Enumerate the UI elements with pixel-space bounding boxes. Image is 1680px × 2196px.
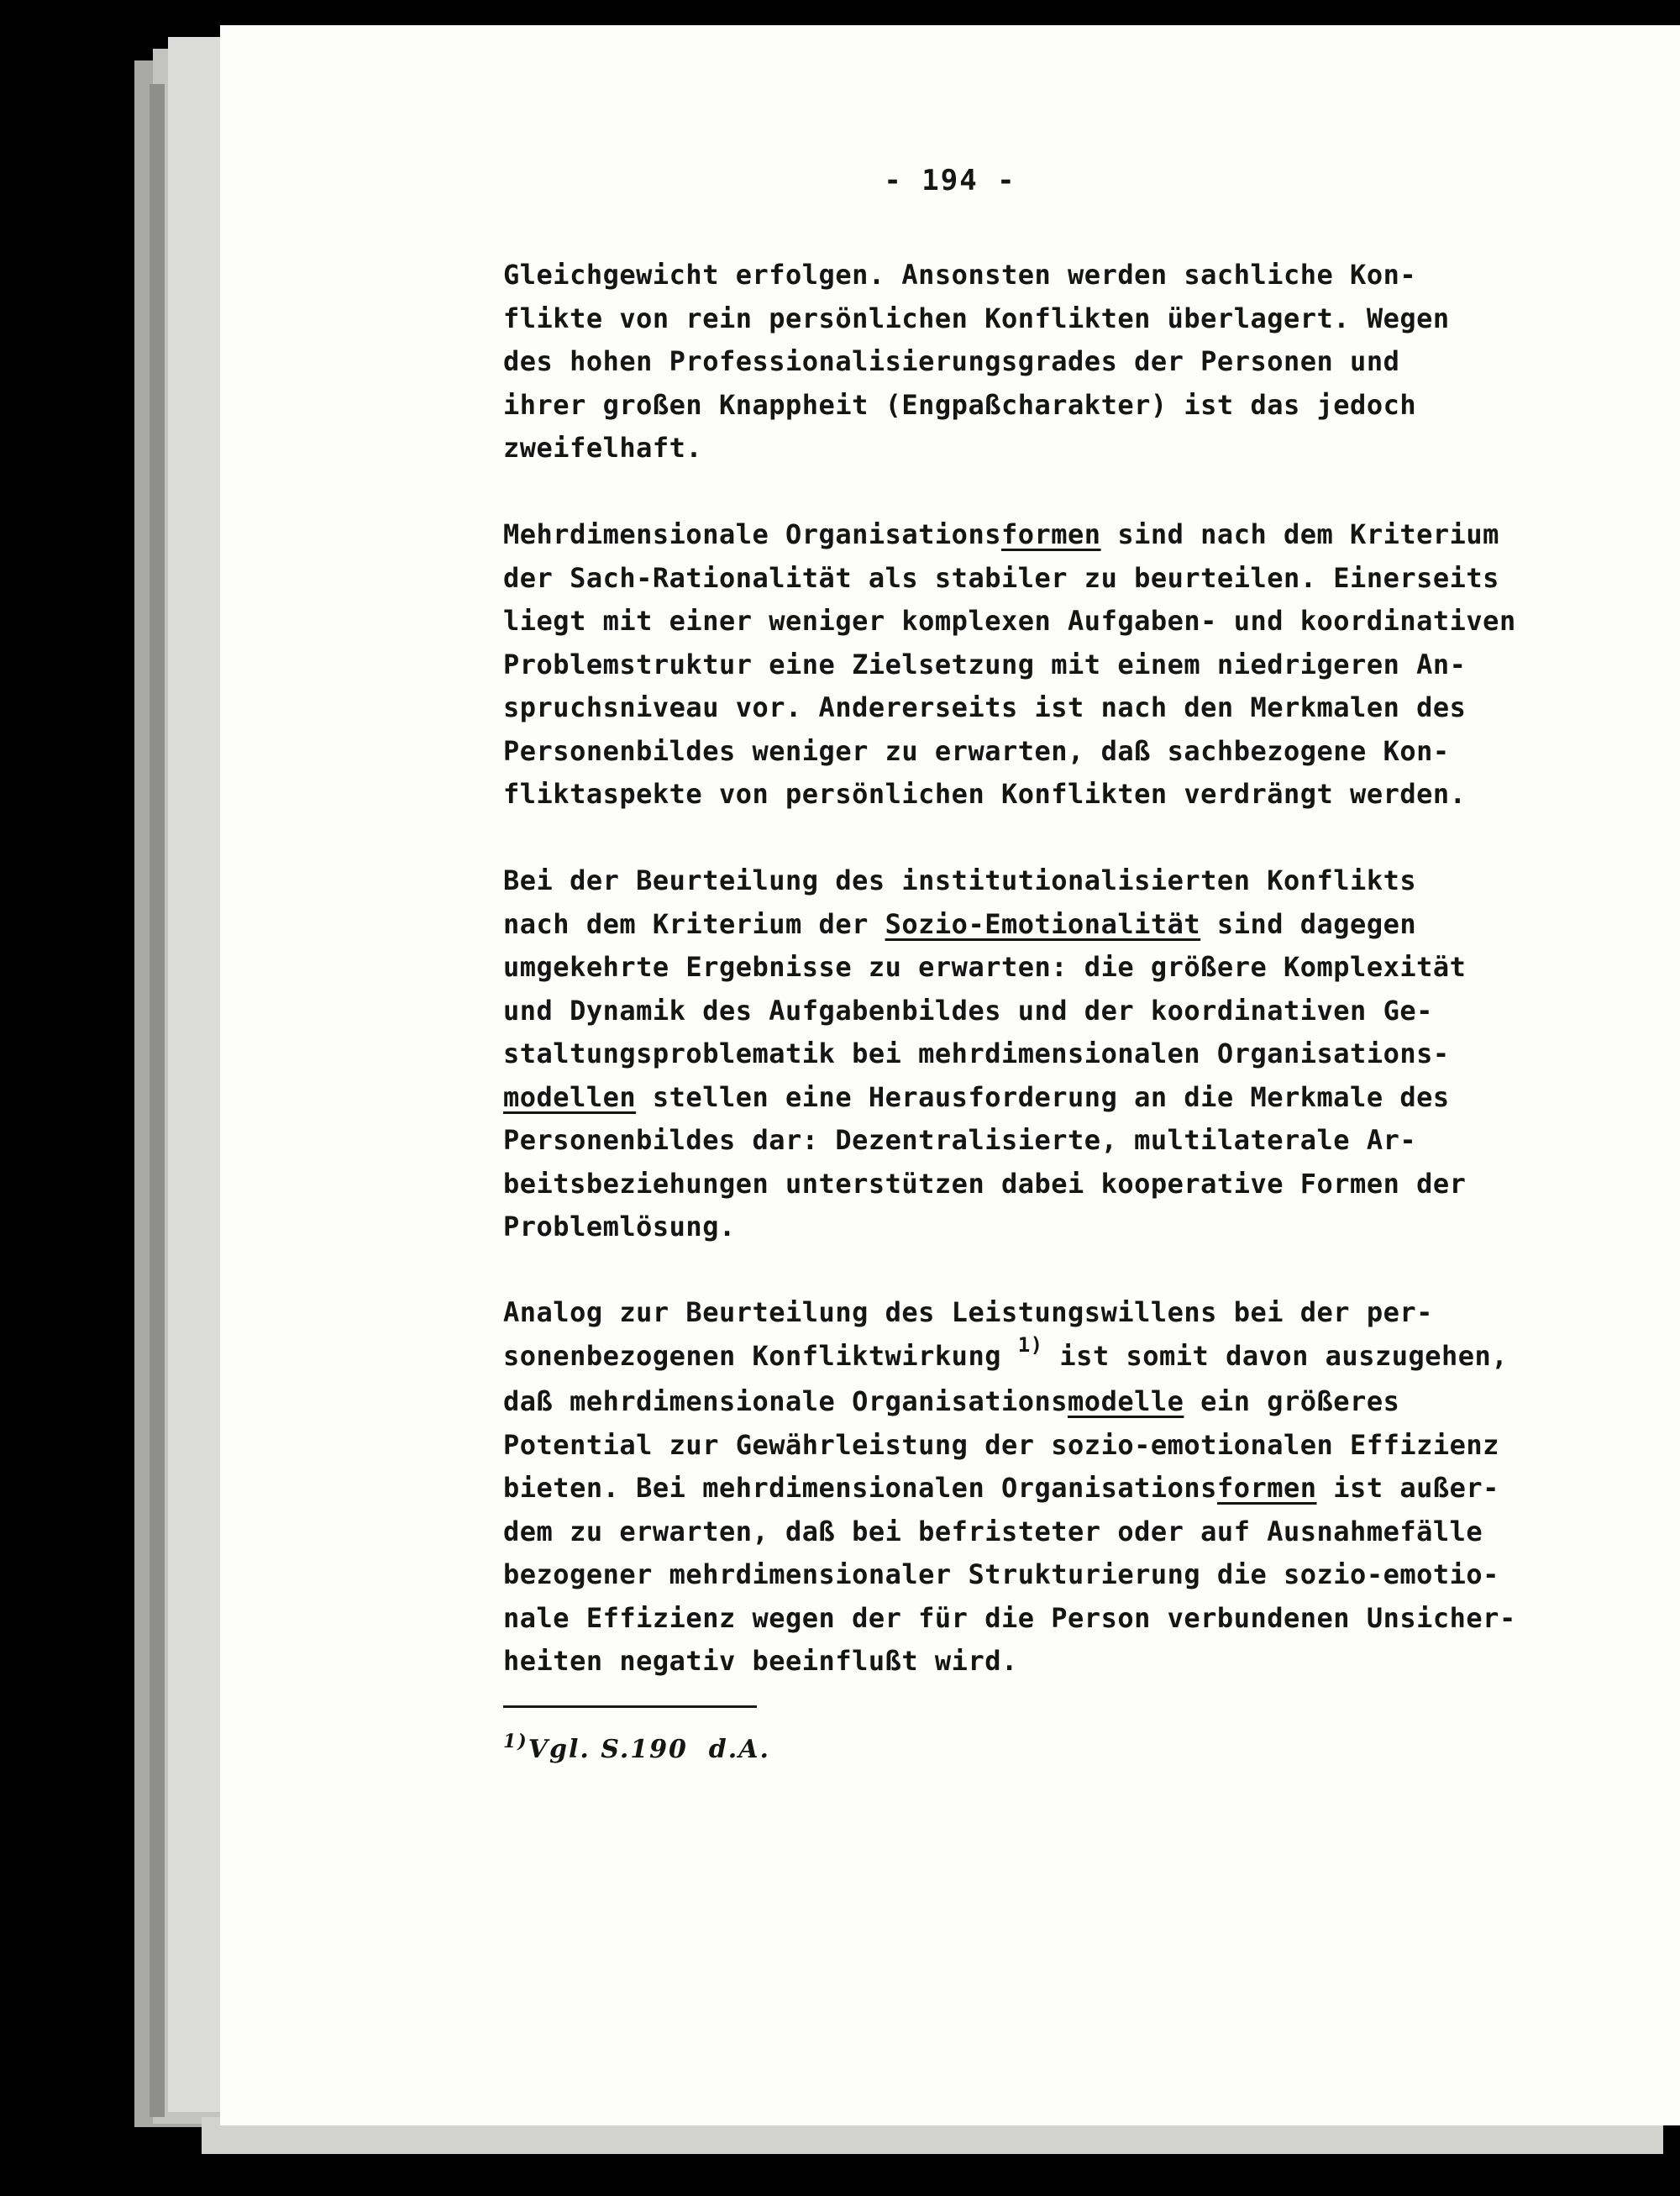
- text-line: ihrer großen Knappheit (Engpaßcharakter) ist das jedoch: [503, 388, 1417, 421]
- text-run: daß mehrdimensionale Organisations: [503, 1385, 1068, 1417]
- underlined-word: formen: [1000, 518, 1101, 550]
- text-line: [503, 903, 1595, 947]
- footnote-reference[interactable]: 1): [1017, 1332, 1043, 1357]
- text-line: dem zu erwarten, daß bei befristeter oder auf Ausnahmefälle: [503, 1515, 1483, 1547]
- text-line: Bei der Beurteilung des institutionalisierten Konflikts: [503, 864, 1417, 896]
- text-line: [503, 1380, 1595, 1424]
- paragraph-2: [503, 513, 1595, 817]
- underlined-word: formen: [1216, 1472, 1317, 1504]
- footnote-text: Vgl. S.190 d.A.: [528, 1735, 770, 1764]
- text-run: nach dem Kriterium der: [503, 907, 885, 940]
- text-run: stellen eine Herausforderung an die Merkmale des: [636, 1080, 1450, 1113]
- text-line: Problemlösung.: [503, 1211, 736, 1242]
- text-line: Personenbildes dar: Dezentralisierte, multilaterale Ar-: [503, 1124, 1417, 1156]
- page-stack-edge: [150, 84, 165, 2117]
- text-line: nale Effizienz wegen der für die Person verbundenen Unsicher-: [503, 1601, 1516, 1634]
- underlined-word: modelle: [1068, 1385, 1184, 1417]
- text-line: [503, 1076, 1595, 1120]
- paragraph-3: [503, 859, 1595, 1249]
- text-line: des hohen Professionalisierungsgrades der Personen und: [503, 345, 1400, 377]
- text-line: Analog zur Beurteilung des Leistungswillens bei der per-: [503, 1296, 1433, 1328]
- text-line: [503, 1467, 1595, 1510]
- page-number: - 194 -: [884, 164, 1016, 197]
- text-run: ein größeres: [1184, 1385, 1400, 1417]
- text-line: [503, 1332, 1595, 1381]
- text-line: beitsbeziehungen unterstützen dabei kooperative Formen der: [503, 1167, 1467, 1200]
- text-run: sind nach dem Kriterium: [1100, 518, 1499, 550]
- text-line: staltungsproblematik bei mehrdimensionalen Organisations-: [503, 1038, 1450, 1069]
- text-run: ist außer-: [1316, 1472, 1499, 1504]
- text-line: liegt mit einer weniger komplexen Aufgaben- und koordinativen: [503, 605, 1516, 637]
- underlined-word: modellen: [503, 1080, 637, 1113]
- text-line: spruchsniveau vor. Andererseits ist nach den Merkmalen des: [503, 691, 1467, 723]
- text-line: umgekehrte Ergebnisse zu erwarten: die größere Komplexität: [503, 951, 1467, 983]
- text-line: und Dynamik des Aufgabenbildes und der koordinativen Ge-: [503, 994, 1433, 1027]
- text-run: ist somit davon auszugehen,: [1042, 1339, 1509, 1372]
- text-line: fliktaspekte von persönlichen Konflikten verdrängt werden.: [503, 778, 1467, 810]
- footnote-separator: [503, 1705, 757, 1708]
- text-line: heiten negativ beeinflußt wird.: [503, 1645, 1018, 1677]
- document-page: [220, 25, 1680, 2125]
- text-run: sonenbezogenen Konfliktwirkung: [503, 1339, 1001, 1372]
- text-run: bieten. Bei mehrdimensionalen Organisations: [503, 1472, 1217, 1504]
- text-line: [503, 513, 1595, 557]
- text-line: zweifelhaft.: [503, 432, 703, 464]
- paragraph-1: [503, 254, 1595, 470]
- text-line: der Sach-Rationalität als stabiler zu beurteilen. Einerseits: [503, 561, 1499, 594]
- text-line: Gleichgewicht erfolgen. Ansonsten werden sachliche Kon-: [503, 259, 1417, 291]
- text-line: Problemstruktur eine Zielsetzung mit einem niedrigeren An-: [503, 648, 1467, 680]
- text-run: sind dagegen: [1200, 907, 1417, 940]
- text-line: bezogener mehrdimensionaler Strukturierung die sozio-emotio-: [503, 1558, 1499, 1590]
- underlined-word: Sozio-Emotionalität: [885, 907, 1201, 940]
- footnote-marker: 1): [503, 1731, 528, 1752]
- text-run: Mehrdimensionale Organisations: [503, 518, 1001, 550]
- text-line: flikte von rein persönlichen Konflikten überlagert. Wegen: [503, 302, 1450, 334]
- text-line: Potential zur Gewährleistung der sozio-emotionalen Effizienz: [503, 1428, 1499, 1461]
- paragraph-4: [503, 1291, 1595, 1684]
- text-line: Personenbildes weniger zu erwarten, daß sachbezogene Kon-: [503, 734, 1450, 767]
- footnote: [503, 1731, 770, 1764]
